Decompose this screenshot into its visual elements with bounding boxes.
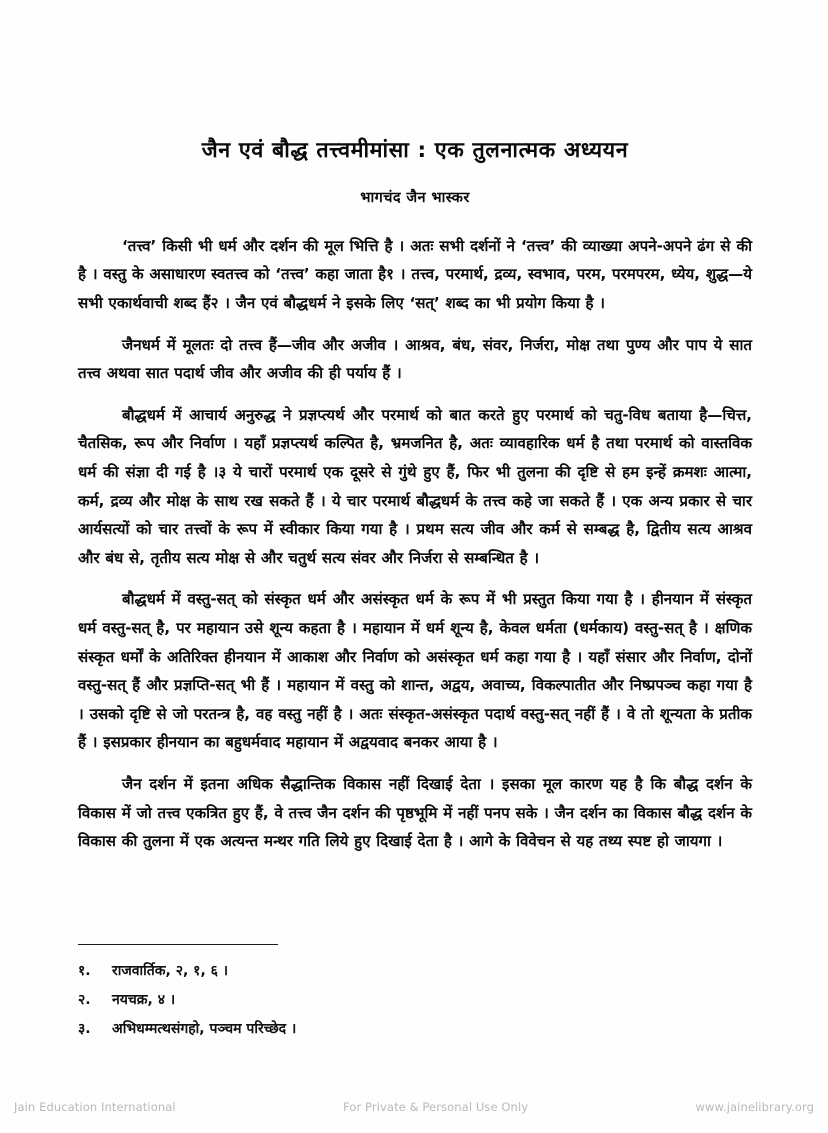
- footnote-item: [78, 1015, 638, 1044]
- footnote-text: नयचक्र, ४ ।: [112, 992, 176, 1008]
- footer-usage-notice: For Private & Personal Use Only: [343, 1100, 529, 1114]
- footnote-list: [78, 957, 638, 1044]
- footnotes-section: [78, 944, 638, 1044]
- body-text: [78, 207, 752, 856]
- footnote-separator-rule: [78, 944, 278, 945]
- footer-right: [696, 1098, 815, 1116]
- paragraph: बौद्धधर्म में वस्तु-सत् को संस्कृत धर्म और असंस्कृत धर्म के रूप में भी प्रस्तुत किया गया है । हीनयान में संस्कृत धर्म वस्तु-सत् है, पर महायान उसे शून्य कहता है । महायान में धर्म शून्य है, केवल धर्मता (धर्मकाय) वस्तु-सत् है । क्षणिक संस्कृत धर्मों के अतिरिक्त हीनयान में आकाश और निर्वाण को असंस्कृत धर्म कहा गया है । यहाँ संसार और निर्वाण, दोनों वस्तु-सत् हैं और प्रज्ञप्ति-सत् भी हैं । महायान में वस्तु को शान्त, अद्वय, अवाच्य, विकल्पातीत और निष्प्रपञ्च कहा गया है । उसको दृष्टि से जो परतन्त्र है, वह वस्तु नहीं है । अतः संस्कृत-असंस्कृत पदार्थ वस्तु-सत् नहीं हैं । वे तो शून्यता के प्रतीक हैं । इसप्रकार हीनयान का बहुधर्मवाद महायान में अद्वयवाद बनकर आया है ।: [78, 590, 752, 752]
- footer-website-link[interactable]: www.jainelibrary.org: [695, 1100, 814, 1114]
- page-footer: [0, 1096, 828, 1118]
- footer-organization: Jain Education International: [14, 1100, 176, 1114]
- paragraph: जैनधर्म में मूलतः दो तत्त्व हैं—जीव और अजीव । आश्रव, बंध, संवर, निर्जरा, मोक्ष तथा पुण्य और पाप ये सात तत्त्व अथवा सात पदार्थ जीव और अजीव की ही पर्याय हैं ।: [78, 335, 752, 383]
- author-byline: भागचंद जैन भास्कर: [360, 189, 470, 206]
- footnote-number: १.: [78, 963, 91, 979]
- footnote-number: ३.: [78, 1021, 91, 1037]
- footnote-item: [78, 986, 638, 1015]
- footnote-text: अभिधम्मत्थसंगहो, पञ्चम परिच्छेद ।: [112, 1021, 297, 1037]
- footnote-text: राजवार्तिक, २, १, ६ ।: [112, 963, 229, 979]
- footnote-item: [78, 957, 638, 986]
- paragraph: ‘तत्त्व’ किसी भी धर्म और दर्शन की मूल भित्ति है । अतः सभी दर्शनों ने ‘तत्त्व’ की व्याख्या अपने-अपने ढंग से की है । वस्तु के असाधारण स्वतत्त्व को ‘तत्त्व’ कहा जाता है१ । तत्त्व, परमार्थ, द्रव्य, स्वभाव, परम, परमपरम, ध्येय, शुद्ध—ये सभी एकार्थवाची शब्द हैं२ । जैन एवं बौद्धधर्म ने इसके लिए ‘सत्’ शब्द का भी प्रयोग किया है ।: [78, 236, 752, 313]
- page-content: [78, 0, 752, 856]
- paragraph: बौद्धधर्म में आचार्य अनुरुद्ध ने प्रज्ञप्त्यर्थ और परमार्थ को बात करते हुए परमार्थ को चतु-विध बताया है—चित्त, चैतसिक, रूप और निर्वाण । यहाँ प्रज्ञप्त्यर्थ कल्पित है, भ्रमजनित है, अतः व्यावहारिक धर्म है तथा परमार्थ को वास्तविक धर्म की संज्ञा दी गई है ।३ ये चारों परमार्थ एक दूसरे से गुंथे हुए हैं, फिर भी तुलना की दृष्टि से हम इन्हें क्रमशः आत्मा, कर्म, द्रव्य और मोक्ष के साथ रख सकते हैं । ये चार परमार्थ बौद्धधर्म के तत्त्व कहे जा सकते हैं । एक अन्य प्रकार से चार आर्यसत्यों को चार तत्त्वों के रूप में स्वीकार किया गया है । प्रथम सत्य जीव और कर्म से सम्बद्ध है, द्वितीय सत्य आश्रव और बंध से, तृतीय सत्य मोक्ष से और चतुर्थ सत्य संवर और निर्जरा से सम्बन्धित है ।: [78, 405, 752, 567]
- page-title: जैन एवं बौद्ध तत्त्वमीमांसा : एक तुलनात्मक अध्ययन: [201, 138, 629, 163]
- footer-center: [176, 1098, 696, 1116]
- footnote-number: २.: [78, 992, 91, 1008]
- footer-left: [14, 1098, 176, 1116]
- paragraph: जैन दर्शन में इतना अधिक सैद्धान्तिक विकास नहीं दिखाई देता । इसका मूल कारण यह है कि बौद्ध दर्शन के विकास में जो तत्त्व एकत्रित हुए हैं, वे तत्त्व जैन दर्शन की पृष्ठभूमि में नहीं पनप सके । जैन दर्शन का विकास बौद्ध दर्शन के विकास की तुलना में एक अत्यन्त मन्थर गति लिये हुए दिखाई देता है । आगे के विवेचन से यह तथ्य स्पष्ट हो जायगा ।: [78, 774, 752, 851]
